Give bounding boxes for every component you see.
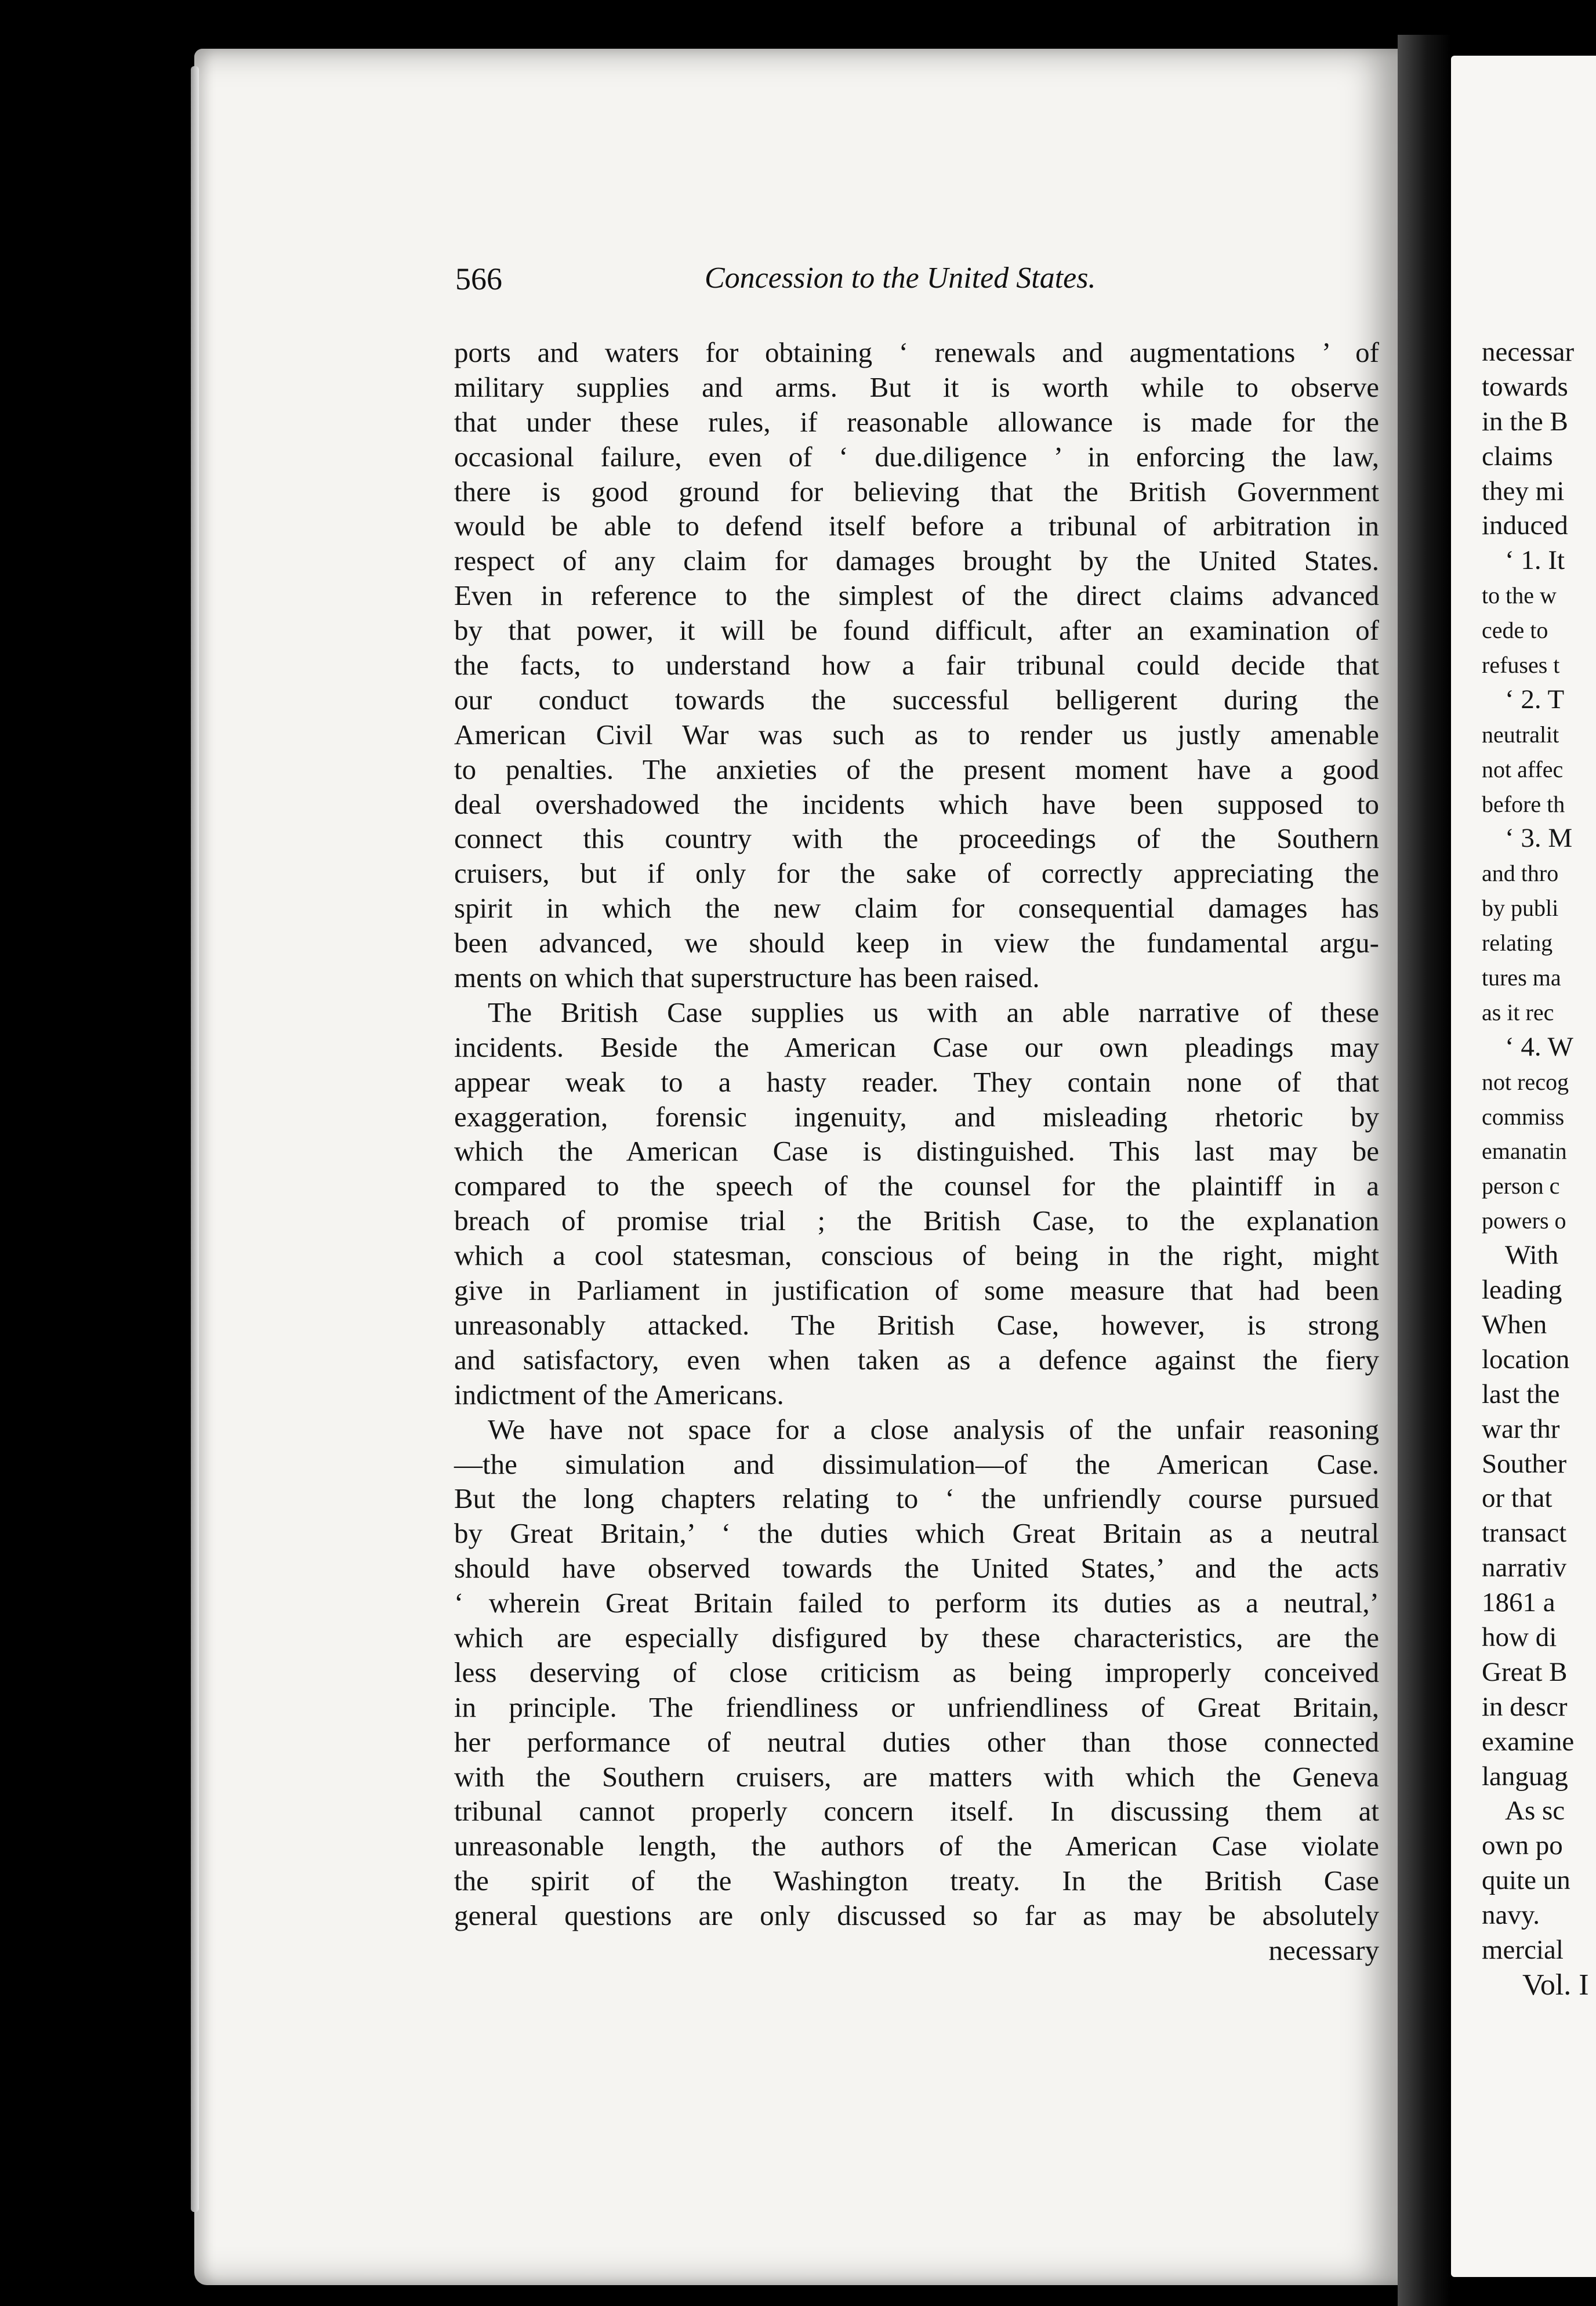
text-line: by that power, it will be found difficult, after an examination of [454,614,1379,647]
text-line: been advanced, we should keep in view the fundamental argu- [454,927,1379,959]
partial-text-line: Great B [1482,1656,1568,1687]
partial-text-line: relating [1482,930,1553,956]
partial-text-line: person c [1482,1173,1560,1199]
partial-text-line: As sc [1505,1796,1565,1826]
text-line: by Great Britain,’ ‘ the duties which Great Britain as a neutral [454,1517,1379,1550]
partial-text-line: necessar [1482,337,1575,367]
partial-text-line: Vol. I [1522,1968,1589,2002]
partial-text-line: emanatin [1482,1138,1567,1165]
book-gutter [1398,35,1451,2306]
text-line: our conduct towards the successful belligerent during the [454,683,1379,716]
partial-text-line: and thro [1482,860,1559,887]
text-line: incidents. Beside the American Case our own pleadings may [454,1031,1379,1063]
text-line: American Civil War was such as to render us justly amenable [454,718,1379,750]
text-line: breach of promise trial ; the British Case, to the explanation [454,1205,1379,1237]
partial-text-line: languag [1482,1761,1568,1792]
partial-text-line: transact [1482,1518,1567,1549]
text-line: her performance of neutral duties other than those connected [454,1725,1379,1758]
page-number: 566 [455,262,502,296]
text-line: We have not space for a close analysis of the unfair reasoning [488,1413,1379,1445]
partial-text-line: in the B [1482,406,1568,437]
text-line: ments on which that superstructure has been raised. [454,962,1040,994]
text-line: and satisfactory, even when taken as a defence against the fiery [454,1343,1379,1376]
partial-text-line: not recog [1482,1068,1569,1095]
text-line: ‘ wherein Great Britain failed to perform its duties as a neutral,’ [454,1587,1379,1619]
text-line: less deserving of close criticism as being improperly conceived [454,1656,1379,1688]
text-line: necessary [1268,1934,1379,1966]
partial-text-line: refuses t [1482,652,1560,679]
text-line: compared to the speech of the counsel for the plaintiff in a [454,1170,1379,1202]
text-line: general questions are only discussed so far as may be absolutely [454,1899,1379,1932]
partial-text-line: Souther [1482,1448,1567,1479]
text-line: to penalties. The anxieties of the present moment have a good [454,753,1379,785]
partial-text-line: own po [1482,1830,1563,1861]
partial-text-line: ‘ 1. It [1505,545,1565,576]
partial-text-line: ‘ 3. M [1505,823,1573,854]
partial-text-line: quite un [1482,1865,1570,1896]
partial-text-line: With [1505,1240,1559,1271]
partial-text-line: last the [1482,1379,1560,1409]
text-line: cruisers, but if only for the sake of correctly appreciating the [454,857,1379,890]
partial-text-line: how di [1482,1622,1557,1652]
partial-text-line: as it rec [1482,999,1554,1025]
partial-text-line: before th [1482,791,1565,817]
text-line: which the American Case is distinguished. This last may be [454,1135,1379,1167]
text-line: unreasonable length, the authors of the American Case violate [454,1830,1379,1862]
partial-text-line: ‘ 2. T [1505,684,1565,715]
text-line: in principle. The friendliness or unfriendliness of Great Britain, [454,1691,1379,1723]
text-line: But the long chapters relating to ‘ the unfriendly course pursued [454,1482,1379,1515]
partial-text-line: mercial [1482,1934,1564,1965]
partial-text-line: leading [1482,1275,1562,1306]
text-line: should have observed towards the United States,’ and the acts [454,1552,1379,1585]
left-page-text [454,335,1379,1968]
text-line: occasional failure, even of ‘ due.diligence ’ in enforcing the law, [454,440,1379,473]
text-line: respect of any claim for damages brought by the United States. [454,545,1379,577]
partial-text-line: powers o [1482,1208,1566,1234]
text-line: which are especially disfigured by these characteristics, are the [454,1621,1379,1654]
partial-text-line: to the w [1482,582,1557,609]
text-line: give in Parliament in justification of some measure that had been [454,1274,1379,1307]
text-line: appear weak to a hasty reader. They contain none of that [454,1065,1379,1098]
text-line: spirit in which the new claim for consequential damages has [454,892,1379,924]
text-line: which a cool statesman, conscious of being in the right, might [454,1239,1379,1272]
partial-text-line: tures ma [1482,965,1561,991]
text-line: there is good ground for believing that the British Government [454,475,1379,507]
partial-text-line: cede to [1482,617,1548,644]
text-line: indictment of the Americans. [454,1378,784,1411]
partial-text-line: commiss [1482,1103,1565,1130]
partial-text-line: induced [1482,510,1568,541]
running-head: Concession to the United States. [705,262,1096,295]
partial-text-line: by publi [1482,895,1559,922]
partial-text-line: examine [1482,1726,1575,1757]
partial-text-line: war thr [1482,1413,1560,1444]
text-line: The British Case supplies us with an able narrative of these [488,996,1379,1028]
partial-text-line: location [1482,1344,1570,1375]
partial-text-line: When [1482,1309,1547,1340]
text-line: connect this country with the proceedings of the Southern [454,822,1379,855]
text-line: —the simulation and dissimulation—of the American Case. [454,1448,1379,1480]
text-line: Even in reference to the simplest of the direct claims advanced [454,579,1379,612]
partial-text-line: narrativ [1482,1553,1567,1583]
partial-text-line: not affec [1482,756,1564,782]
text-line: would be able to defend itself before a tribunal of arbitration in [454,510,1379,542]
text-line: unreasonably attacked. The British Case, however, is strong [454,1308,1379,1341]
partial-text-line: in descr [1482,1691,1568,1722]
page-header [455,261,1163,302]
text-line: tribunal cannot properly concern itself. In discussing them at [454,1795,1379,1828]
text-line: the facts, to understand how a fair tribunal could decide that [454,649,1379,681]
text-line: with the Southern cruisers, are matters with which the Geneva [454,1760,1379,1793]
text-line: exaggeration, forensic ingenuity, and misleading rhetoric by [454,1100,1379,1133]
right-page-text [1482,335,1596,2003]
partial-text-line: ‘ 4. W [1505,1031,1573,1062]
partial-text-line: neutralit [1482,721,1559,748]
partial-text-line: towards [1482,371,1568,402]
partial-text-line: or that [1482,1483,1553,1514]
text-line: that under these rules, if reasonable allowance is made for the [454,405,1379,438]
partial-text-line: 1861 a [1482,1587,1555,1618]
text-line: military supplies and arms. But it is worth while to observe [454,371,1379,403]
partial-text-line: navy. [1482,1900,1540,1931]
text-line: deal overshadowed the incidents which have been supposed to [454,788,1379,820]
text-line: the spirit of the Washington treaty. In the British Case [454,1865,1379,1897]
partial-text-line: claims [1482,441,1553,472]
text-line: ports and waters for obtaining ‘ renewals and augmentations ’ of [454,336,1379,368]
partial-text-line: they mi [1482,476,1565,506]
